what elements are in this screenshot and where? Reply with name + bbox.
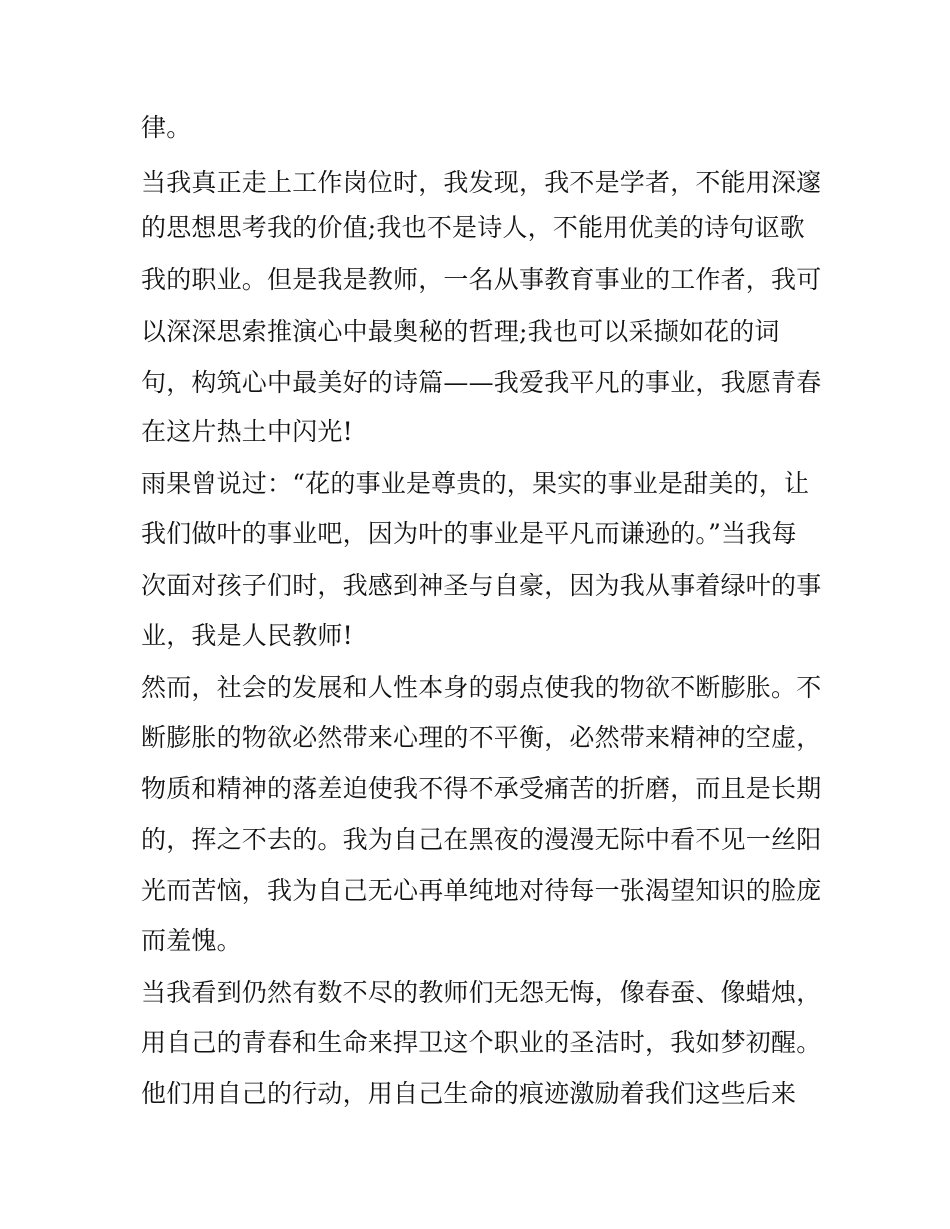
text-line: 断膨胀的物欲必然带来心理的不平衡，必然带来精神的空虚，: [141, 723, 822, 752]
text-line: 而羞愧。: [141, 926, 242, 955]
text-line: 的，挥之不去的。我为自己在黑夜的漫漫无际中看不见一丝阳: [141, 825, 822, 854]
text-line: 以深深思索推演心中最奥秘的哲理;我也可以采撷如花的词: [141, 317, 780, 346]
text-line: 的思想思考我的价值;我也不是诗人，不能用优美的诗句讴歌: [141, 213, 805, 242]
text-line: 律。: [141, 113, 192, 142]
text-line: 他们用自己的行动，用自己生命的痕迹激励着我们这些后来: [141, 1079, 797, 1108]
text-line: 雨果曾说过：“花的事业是尊贵的，果实的事业是甜美的，让: [141, 469, 810, 498]
text-line: 用自己的青春和生命来捍卫这个职业的圣洁时，我如梦初醒。: [141, 1028, 822, 1057]
text-line: 然而，社会的发展和人性本身的弱点使我的物欲不断膨胀。不: [141, 673, 822, 702]
text-line: 物质和精神的落差迫使我不得不承受痛苦的折磨，而且是长期: [141, 774, 822, 803]
text-line: 当我真正走上工作岗位时，我发现，我不是学者，不能用深邃: [141, 168, 822, 197]
text-line: 我的职业。但是我是教师，一名从事教育事业的工作者，我可: [141, 265, 822, 294]
text-line: 次面对孩子们时，我感到神圣与自豪，因为我从事着绿叶的事: [141, 571, 822, 600]
text-line: 业，我是人民教师!: [141, 621, 353, 650]
text-line: 我们做叶的事业吧，因为叶的事业是平凡而谦逊的。”当我每: [141, 519, 797, 548]
text-line: 当我看到仍然有数不尽的教师们无怨无悔，像春蚕、像蜡烛，: [141, 978, 822, 1007]
text-line: 光而苦恼，我为自己无心再单纯地对待每一张渴望知识的脸庞: [141, 876, 822, 905]
text-line: 句，构筑心中最美好的诗篇——我爱我平凡的事业，我愿青春: [141, 368, 822, 397]
text-line: 在这片热土中闪光!: [141, 417, 353, 446]
